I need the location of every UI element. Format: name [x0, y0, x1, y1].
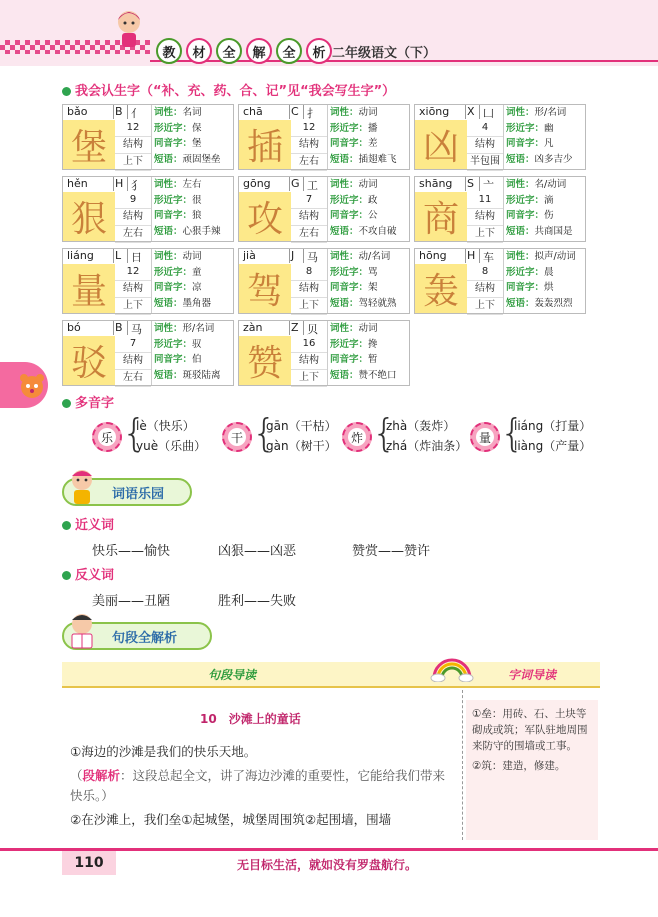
card-layout: 左右 [291, 226, 327, 243]
antonym-title [62, 564, 114, 583]
section-recognize-title [62, 80, 395, 99]
antonym-item: 胜利——失败 [218, 594, 297, 609]
card-pinyin-row [63, 249, 151, 263]
char-card [62, 248, 234, 314]
card-strokes: 11 [467, 192, 503, 209]
label-pos: 词性： [154, 179, 183, 190]
card-similar: 驭 [192, 338, 202, 350]
brace-icon: { [372, 411, 397, 455]
card-layout: 左右 [291, 154, 327, 171]
card-letter: C [291, 105, 299, 118]
poly-reading: zhá（炸油条） [386, 439, 468, 453]
poly-reading: liáng（打量） [514, 419, 592, 433]
card-strokes: 7 [115, 336, 151, 353]
card-similar: 骂 [368, 266, 378, 278]
card-radical: 犭 [131, 179, 142, 192]
card-pos: 名词 [182, 107, 202, 118]
label-similar: 形近字： [506, 194, 545, 206]
poly-char: 乐 [98, 428, 116, 446]
label-pos: 词性： [330, 323, 359, 334]
card-strokes: 12 [115, 120, 151, 137]
char-card [414, 248, 586, 314]
label-pos: 词性： [506, 179, 535, 190]
card-meta [467, 264, 503, 313]
card-structure: 结构 [115, 281, 151, 298]
card-meta [115, 264, 151, 313]
card-similar: 幽 [544, 122, 554, 134]
bullet-icon [62, 399, 71, 408]
char-card [238, 320, 410, 386]
card-pinyin-row [415, 249, 503, 263]
label-phrase: 短语： [330, 297, 359, 309]
card-pos: 动/名词 [358, 251, 391, 262]
lesson-analysis: （段解析：这段总起全文，讲了海边沙滩的重要性，它能给我们带来快乐。） [70, 768, 446, 803]
sentence-analysis-text: 句段全解析 [112, 630, 178, 646]
card-info [327, 105, 412, 169]
brace-icon: { [252, 411, 277, 455]
card-phrase: 斑驳陆离 [182, 369, 221, 381]
label-similar: 形近字： [154, 194, 193, 206]
card-meta [291, 336, 327, 385]
card-info [503, 105, 588, 169]
poly-reading: zhà（轰炸） [386, 419, 456, 433]
card-info [151, 177, 236, 241]
char-card [238, 104, 410, 170]
card-pinyin-row [415, 105, 503, 119]
card-structure: 结构 [467, 209, 503, 226]
note-2: ②筑：建造，修建。 [472, 760, 566, 772]
card-similar: 搀 [368, 338, 378, 350]
card-similar: 政 [368, 194, 378, 206]
card-character: 轰 [415, 264, 467, 313]
card-pinyin: gōng [243, 177, 271, 190]
card-character: 驳 [63, 336, 115, 385]
card-synonym: 暂 [368, 354, 378, 365]
card-layout: 上下 [115, 298, 151, 315]
card-layout: 上下 [115, 154, 151, 171]
card-layout: 上下 [291, 298, 327, 315]
label-similar: 形近字： [330, 194, 369, 206]
card-structure: 结构 [291, 137, 327, 154]
card-structure: 结构 [291, 353, 327, 370]
card-character: 攻 [239, 192, 291, 241]
card-phrase: 共商国是 [534, 225, 573, 237]
card-pos: 形/名词 [182, 323, 215, 334]
poly-reading: yuè（乐曲） [136, 439, 207, 453]
card-synonym: 伤 [544, 210, 554, 221]
label-synonym: 同音字： [154, 138, 193, 149]
card-info [151, 105, 236, 169]
card-pinyin-row [239, 321, 327, 335]
label-pos: 词性： [506, 107, 535, 118]
grade-label: 二年级语文（下） [332, 46, 437, 61]
card-pos: 形/名词 [534, 107, 567, 118]
book-title [156, 38, 332, 64]
title-char: 解 [246, 38, 272, 64]
card-character: 驾 [239, 264, 291, 313]
card-strokes: 8 [467, 264, 503, 281]
brace-icon: { [122, 411, 147, 455]
card-phrase: 赞不绝口 [358, 369, 397, 381]
poly-char-badge [470, 422, 500, 452]
card-meta [115, 120, 151, 169]
label-similar: 形近字： [330, 338, 369, 350]
card-pinyin-row [63, 321, 151, 335]
card-pinyin: jià [243, 249, 256, 262]
card-letter: J [291, 249, 295, 262]
poly-char-badge [92, 422, 122, 452]
card-strokes: 7 [291, 192, 327, 209]
title-char: 全 [276, 38, 302, 64]
mascot-reader-icon [62, 610, 102, 652]
card-structure: 结构 [115, 209, 151, 226]
synonym-title [62, 514, 114, 533]
label-synonym: 同音字： [506, 210, 545, 221]
card-layout: 上下 [291, 370, 327, 387]
card-radical: 马 [131, 323, 142, 336]
label-phrase: 短语： [154, 297, 183, 309]
card-phrase: 不攻自破 [358, 225, 397, 237]
analysis-label: 段解析 [82, 768, 121, 783]
poly-readings [136, 416, 206, 456]
card-phrase: 轰轰烈烈 [534, 297, 573, 309]
card-phrase: 墨角器 [182, 297, 212, 309]
analysis-text: ：这段总起全文，讲了海边沙滩的重要性，它能给我们带来快乐。） [70, 768, 446, 803]
card-letter: B [115, 321, 123, 334]
label-pos: 词性： [506, 251, 535, 262]
card-layout: 左右 [115, 226, 151, 243]
brace-icon: { [500, 411, 525, 455]
poly-reading: liàng（产量） [514, 439, 592, 453]
card-radical: 日 [131, 251, 142, 264]
card-info [327, 249, 412, 313]
poly-char: 炸 [348, 428, 366, 446]
card-pinyin-row [415, 177, 503, 191]
card-pos: 动词 [182, 251, 202, 262]
synonym-item: 赞赏——赞许 [352, 544, 431, 559]
card-phrase: 顽固堡垒 [182, 153, 221, 165]
card-letter: X [467, 105, 475, 118]
card-letter: B [115, 105, 123, 118]
card-character: 插 [239, 120, 291, 169]
card-synonym: 凡 [544, 138, 554, 149]
card-phrase: 凶多吉少 [534, 153, 573, 165]
card-phrase: 心狠手辣 [182, 225, 221, 237]
card-structure: 结构 [291, 281, 327, 298]
poly-readings [386, 416, 467, 456]
char-card [238, 248, 410, 314]
char-card [238, 176, 410, 242]
char-card [414, 176, 586, 242]
card-radical: 工 [307, 179, 318, 192]
card-strokes: 4 [467, 120, 503, 137]
label-similar: 形近字： [330, 122, 369, 134]
antonym-item: 美丽——丑陋 [92, 594, 171, 609]
title-char: 教 [156, 38, 182, 64]
card-similar: 播 [368, 122, 378, 134]
char-card [414, 104, 586, 170]
card-letter: G [291, 177, 300, 190]
lesson-sentence-1: ①海边的沙滩是我们的快乐天地。 [70, 744, 257, 759]
card-character: 赞 [239, 336, 291, 385]
card-similar: 滴 [544, 194, 554, 206]
card-meta [291, 192, 327, 241]
label-pos: 词性： [154, 251, 183, 262]
card-pos: 名/动词 [534, 179, 567, 190]
char-card [62, 320, 234, 386]
footer-motto: 无目标生活，就如没有罗盘航行。 [237, 858, 418, 872]
label-phrase: 短语： [330, 153, 359, 165]
label-phrase: 短语： [506, 297, 535, 309]
synonym-item: 快乐——愉快 [92, 544, 171, 559]
poly-char-badge [222, 422, 252, 452]
tab-word-guide: 字词导读 [508, 668, 557, 682]
lesson-sentence-2: ②在沙滩上，我们垒①起城堡，城堡周围筑②起围墙，围墙 [70, 812, 392, 827]
card-layout: 左右 [115, 370, 151, 387]
label-pos: 词性： [330, 179, 359, 190]
section-title-text: 我会认生字（“补、充、药、合、记”见“我会写生字”） [75, 84, 396, 99]
mascot-kid-icon [62, 466, 102, 508]
card-pinyin-row [63, 105, 151, 119]
label-similar: 形近字： [154, 338, 193, 350]
card-layout: 上下 [467, 226, 503, 243]
card-info [327, 321, 412, 385]
label-synonym: 同音字： [154, 282, 193, 293]
label-similar: 形近字： [154, 266, 193, 278]
mascot-bear-icon [18, 372, 46, 400]
label-pos: 词性： [330, 251, 359, 262]
tab-sentence-guide: 句段导读 [208, 668, 257, 682]
label-pos: 词性： [330, 107, 359, 118]
card-phrase: 插翅难飞 [358, 153, 397, 165]
poly-reading: gàn（树干） [266, 439, 337, 453]
poly-char: 量 [476, 428, 494, 446]
card-radical: 亻 [131, 107, 142, 120]
card-letter: Z [291, 321, 299, 334]
card-radical: 扌 [307, 107, 318, 120]
card-similar: 保 [192, 122, 202, 134]
label-synonym: 同音字： [330, 354, 369, 365]
label-synonym: 同音字： [154, 210, 193, 221]
card-strokes: 12 [291, 120, 327, 137]
card-synonym: 烘 [544, 282, 554, 293]
label-synonym: 同音字： [506, 282, 545, 293]
card-phrase: 驾轻就熟 [358, 297, 397, 309]
card-character: 量 [63, 264, 115, 313]
label-pos: 词性： [154, 323, 183, 334]
card-synonym: 差 [368, 138, 378, 149]
label-phrase: 短语： [330, 369, 359, 381]
card-letter: S [467, 177, 474, 190]
card-pinyin-row [63, 177, 151, 191]
antonym-title-text: 反义词 [75, 568, 115, 583]
title-char: 材 [186, 38, 212, 64]
card-meta [291, 120, 327, 169]
card-pos: 动词 [358, 323, 378, 334]
label-similar: 形近字： [154, 122, 193, 134]
polyphonic-title [62, 392, 114, 411]
char-card [62, 104, 234, 170]
card-pos: 拟声/动词 [534, 251, 576, 262]
rainbow-cloud-icon [430, 656, 474, 682]
label-phrase: 短语： [330, 225, 359, 237]
card-character: 凶 [415, 120, 467, 169]
card-meta [467, 120, 503, 169]
card-radical: 贝 [307, 323, 318, 336]
card-pinyin: hōng [419, 249, 447, 262]
card-pinyin: zàn [243, 321, 263, 334]
card-pos: 左右 [182, 179, 202, 190]
card-pinyin-row [239, 177, 327, 191]
card-synonym: 公 [368, 210, 378, 221]
column-divider [462, 690, 463, 840]
card-meta [467, 192, 503, 241]
label-phrase: 短语： [506, 153, 535, 165]
card-meta [115, 336, 151, 385]
char-card [62, 176, 234, 242]
page-number: 110 [62, 851, 116, 875]
label-synonym: 同音字： [330, 210, 369, 221]
card-similar: 晨 [544, 266, 554, 278]
card-meta [115, 192, 151, 241]
card-pinyin: chā [243, 105, 263, 118]
card-pinyin-row [239, 105, 327, 119]
label-phrase: 短语： [506, 225, 535, 237]
poly-char-badge [342, 422, 372, 452]
card-letter: H [115, 177, 124, 190]
card-strokes: 12 [115, 264, 151, 281]
card-pinyin: shāng [419, 177, 453, 190]
title-char: 析 [306, 38, 332, 64]
card-structure: 结构 [291, 209, 327, 226]
card-character: 狠 [63, 192, 115, 241]
label-similar: 形近字： [506, 122, 545, 134]
card-structure: 结构 [467, 281, 503, 298]
card-pinyin: bǎo [67, 105, 88, 118]
card-character: 商 [415, 192, 467, 241]
card-info [503, 177, 588, 241]
card-info [503, 249, 588, 313]
word-garden-text: 词语乐园 [112, 486, 165, 502]
card-structure: 结构 [115, 353, 151, 370]
label-pos: 词性： [154, 107, 183, 118]
label-phrase: 短语： [154, 369, 183, 381]
poly-readings [514, 416, 591, 456]
card-strokes: 9 [115, 192, 151, 209]
label-phrase: 短语： [154, 225, 183, 237]
label-synonym: 同音字： [330, 138, 369, 149]
card-info [327, 177, 412, 241]
poly-reading: lè（快乐） [136, 419, 195, 433]
card-structure: 结构 [115, 137, 151, 154]
card-character: 堡 [63, 120, 115, 169]
card-similar: 童 [192, 266, 202, 278]
card-similar: 很 [192, 194, 202, 206]
bullet-icon [62, 571, 71, 580]
label-synonym: 同音字： [154, 354, 193, 365]
card-letter: H [467, 249, 476, 262]
card-pos: 动词 [358, 107, 378, 118]
note-1: ①垒：用砖、石、土块等砌成或筑；军队驻地周围来防守的围墙或工事。 [472, 708, 588, 752]
card-letter: L [115, 249, 122, 262]
poly-reading: gān（干枯） [266, 419, 337, 433]
card-pos: 动词 [358, 179, 378, 190]
card-layout: 半包围 [467, 154, 503, 171]
bullet-icon [62, 521, 71, 530]
card-synonym: 伯 [192, 354, 202, 365]
label-synonym: 同音字： [330, 282, 369, 293]
card-info [151, 321, 236, 385]
synonym-item: 凶狠——凶恶 [218, 544, 297, 559]
card-synonym: 堡 [192, 138, 202, 149]
polyphonic-title-text: 多音字 [75, 396, 115, 411]
bullet-icon [62, 87, 71, 96]
card-pinyin: bó [67, 321, 81, 334]
card-pinyin-row [239, 249, 327, 263]
card-info [151, 249, 236, 313]
mascot-girl-icon [108, 6, 150, 52]
card-pinyin: hěn [67, 177, 88, 190]
card-radical: 亠 [483, 179, 494, 192]
card-layout: 上下 [467, 298, 503, 315]
synonym-title-text: 近义词 [75, 518, 115, 533]
card-synonym: 架 [368, 282, 378, 293]
label-similar: 形近字： [330, 266, 369, 278]
card-pinyin: xiōng [419, 105, 450, 118]
title-char: 全 [216, 38, 242, 64]
card-radical: 凵 [483, 107, 494, 120]
card-synonym: 狼 [192, 210, 202, 221]
poly-char: 干 [228, 428, 246, 446]
card-structure: 结构 [467, 137, 503, 154]
card-meta [291, 264, 327, 313]
label-synonym: 同音字： [506, 138, 545, 149]
card-pinyin: liáng [67, 249, 94, 262]
lesson-paragraph [70, 742, 455, 830]
card-synonym: 凉 [192, 282, 202, 293]
label-phrase: 短语： [154, 153, 183, 165]
label-similar: 形近字： [506, 266, 545, 278]
card-strokes: 8 [291, 264, 327, 281]
poly-readings [266, 416, 337, 456]
vocab-notes [466, 700, 598, 840]
card-radical: 马 [307, 251, 318, 264]
card-strokes: 16 [291, 336, 327, 353]
lesson-title: 10 沙滩上的童话 [200, 712, 301, 726]
card-radical: 车 [483, 251, 494, 264]
